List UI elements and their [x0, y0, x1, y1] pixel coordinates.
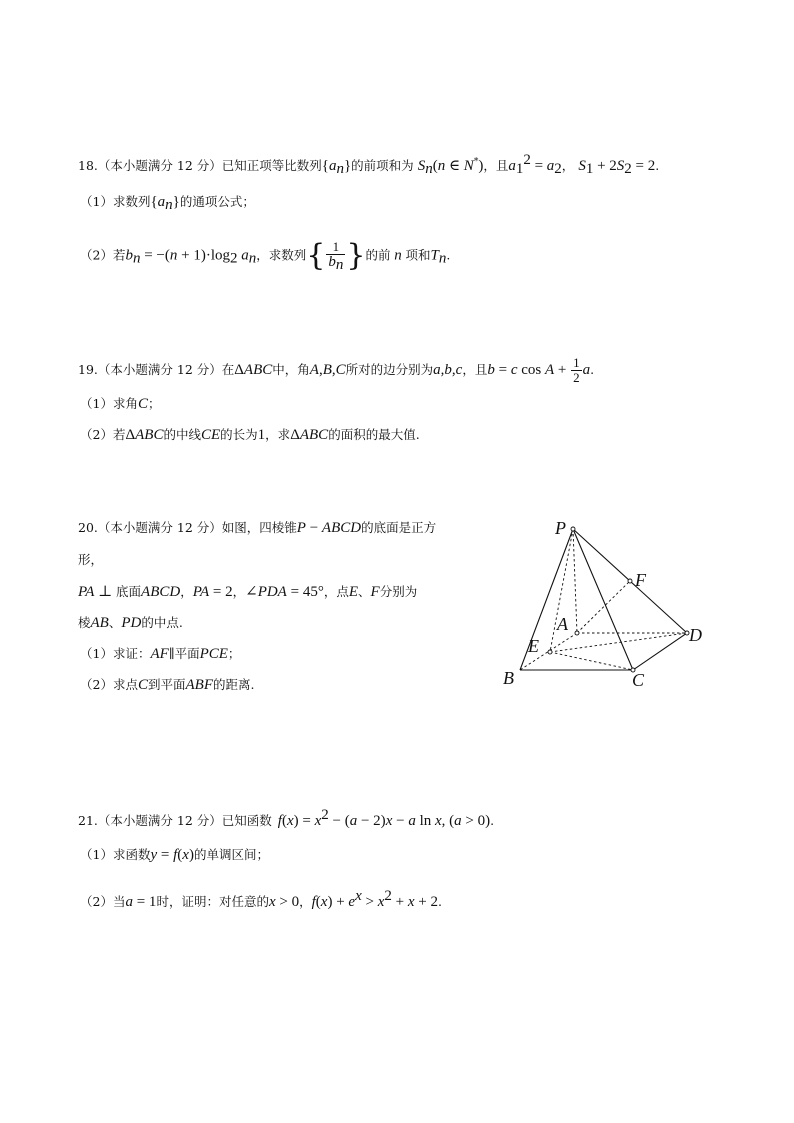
q19-part2: （2）若ΔABC的中线CE的长为1，求ΔABC的面积的最大值. — [80, 427, 420, 443]
q18-part1-label: （1） — [80, 194, 113, 209]
q20-given: PA ⊥ 底面ABCD，PA = 2，∠PDA = 45°，点E、F分别为 — [78, 584, 418, 600]
q21-part1-label: （1） — [80, 847, 113, 862]
q21-text-2: . — [490, 813, 495, 828]
q18-part1-text: 求数列 — [112, 194, 151, 209]
q20-tag: （本小题满分 12 分） — [97, 520, 222, 535]
vertex-P — [571, 527, 575, 531]
vertex-E — [548, 650, 552, 654]
q18-tag: （本小题满分 12 分） — [97, 158, 222, 173]
q21-text-1: 已知函数 — [221, 813, 272, 828]
vertex-A — [575, 631, 579, 635]
q20-part1: （1）求证：AF∥平面PCE； — [80, 646, 241, 662]
segment-EC — [550, 652, 633, 670]
q20-given-b: ， — [180, 584, 193, 599]
q20-statement: 20.（本小题满分 12 分）如图，四棱锥P − ABCD的底面是正方 — [78, 520, 437, 536]
q21-part2-label: （2） — [80, 894, 113, 909]
q20-given-c: ， — [232, 584, 246, 599]
q18-part2-mid: ，求数列 — [256, 247, 307, 263]
q18-text-4: ， — [561, 158, 575, 173]
q19-text-4: ，且 — [462, 362, 488, 377]
q19-part1: （1）求角C； — [80, 396, 161, 412]
q19-number: 19. — [78, 362, 98, 377]
q20-given-g: 棱 — [78, 615, 91, 630]
q19-part2-mid2: 的长为 — [220, 427, 258, 442]
q18-number: 18. — [78, 158, 98, 173]
q19-part1-label: （1） — [80, 396, 113, 411]
q21-part2: （2）当a = 1时，证明：对任意的x > 0，$f(x) + e^x > x^2 + x + 2$. — [80, 888, 442, 910]
q19-part2-text: 若 — [112, 427, 126, 442]
q19-part2-label: （2） — [80, 427, 113, 442]
q20-part2-text: 求点 — [112, 677, 138, 692]
q18-part2-end1: 的前 — [365, 247, 391, 263]
q20-number: 20. — [78, 520, 98, 535]
q20-part2: （2）求点C到平面ABF的距离. — [80, 677, 255, 693]
q19-part1-end: ； — [147, 396, 161, 411]
q18-part2-text: 若 — [112, 247, 126, 263]
q21-part1-text: 求函数 — [112, 847, 151, 862]
q18-text-1: 已知正项等比数列 — [221, 158, 322, 173]
q18-part2-end3: . — [446, 247, 451, 263]
q19-part1-text: 求角 — [112, 396, 138, 411]
label-A: A — [557, 614, 568, 634]
q20-given-e: 、 — [358, 584, 371, 599]
edge-PC — [573, 529, 633, 670]
q18-statement: 18.（本小题满分 12 分）已知正项等比数列$\{a_n\}$的前项和为 $S_n(n$ ∈ N*)，且$a_1^2 = a_2$， $S_1 + 2S_2 = 2$. — [78, 152, 660, 177]
q21-number: 21. — [78, 813, 98, 828]
q20-statement-cont — [78, 550, 103, 570]
label-D: D — [689, 625, 702, 645]
q21-part2-end: . — [438, 894, 442, 909]
label-E: E — [528, 636, 539, 656]
q18-text-3: ，且 — [483, 158, 509, 173]
q20-text-2: 的底面是正方 — [361, 520, 437, 535]
q20-part1-end: ； — [227, 646, 241, 661]
q19-part2-end: 的面积的最大值. — [328, 427, 420, 442]
q21-part2-text: 当 — [112, 894, 126, 909]
label-B: B — [503, 668, 514, 688]
pyramid-figure — [495, 512, 715, 692]
q21-part2-mid: 时，证明：对任意的 — [156, 894, 269, 909]
edge-CD — [633, 633, 687, 670]
q18-part2-label: （2） — [80, 247, 113, 263]
q21-part1-end: 的单调区间； — [193, 847, 269, 862]
q20-given-cont: 棱AB、PD的中点. — [78, 615, 183, 631]
label-C: C — [632, 670, 645, 690]
q20-part2-end: 的距离. — [213, 677, 255, 692]
q20-part2-label: （2） — [80, 677, 113, 692]
q19-tag: （本小题满分 12 分） — [97, 362, 222, 377]
q20-text-1: 如图，四棱锥 — [221, 520, 297, 535]
q21-part2-mid2: ， — [299, 894, 312, 909]
q19-part2-mid: 的中线 — [163, 427, 201, 442]
vertex-F — [628, 579, 632, 583]
label-F: F — [635, 570, 646, 590]
q21-tag: （本小题满分 12 分） — [97, 813, 222, 828]
q20-given-f: 分别为 — [379, 584, 418, 599]
q19-text-1: 在 — [221, 362, 235, 377]
q20-given-h: 、 — [108, 615, 122, 630]
q21-part1: （1）求函数y = f(x)的单调区间； — [80, 847, 269, 863]
q19-text-2: 中，角 — [272, 362, 310, 377]
q20-part1-label: （1） — [80, 646, 113, 661]
q20-text-3: 形， — [78, 552, 104, 567]
q18-part2-end2: 项和 — [405, 247, 431, 263]
q18-part1: （1）求数列$\{a_n\}$的通项公式； — [80, 194, 255, 213]
q20-part1-mid: ∥平面 — [168, 646, 200, 661]
q20-part1-text: 求证： — [112, 646, 151, 661]
q21-statement: 21.（本小题满分 12 分）已知函数 $f(x) = x^2 - (a - 2)x - a$ ln x, (a > 0). — [78, 807, 495, 829]
q19-text-5: . — [590, 362, 595, 377]
label-P: P — [555, 518, 566, 538]
q20-given-d: ，点 — [323, 584, 349, 599]
q20-part2-mid: 到平面 — [147, 677, 186, 692]
q18-text-2: 的前项和为 — [351, 158, 414, 173]
q20-given-i: 的中点. — [141, 615, 183, 630]
q18-text-5: . — [655, 158, 660, 173]
segment-AF — [577, 581, 630, 633]
q20-given-a: 底面 — [116, 584, 142, 599]
q19-part2-mid3: ，求 — [265, 427, 291, 442]
q19-text-3: 所对的边分别为 — [345, 362, 434, 377]
q19-statement: 19.（本小题满分 12 分）在ΔABC中，角A,B,C所对的边分别为a,b,c，且b = c cos A + $\frac{1}{2}$ a. — [78, 355, 595, 385]
edge-PA — [573, 529, 577, 633]
q18-part2: （2）若$b_n = -(n + 1)\cdot\log_2$ $a_n$，求数列{ $\frac{1}{b_n}$ }的前 n 项和$T_n$. — [80, 238, 451, 273]
q18-part1-end: 的通项公式； — [179, 194, 255, 209]
